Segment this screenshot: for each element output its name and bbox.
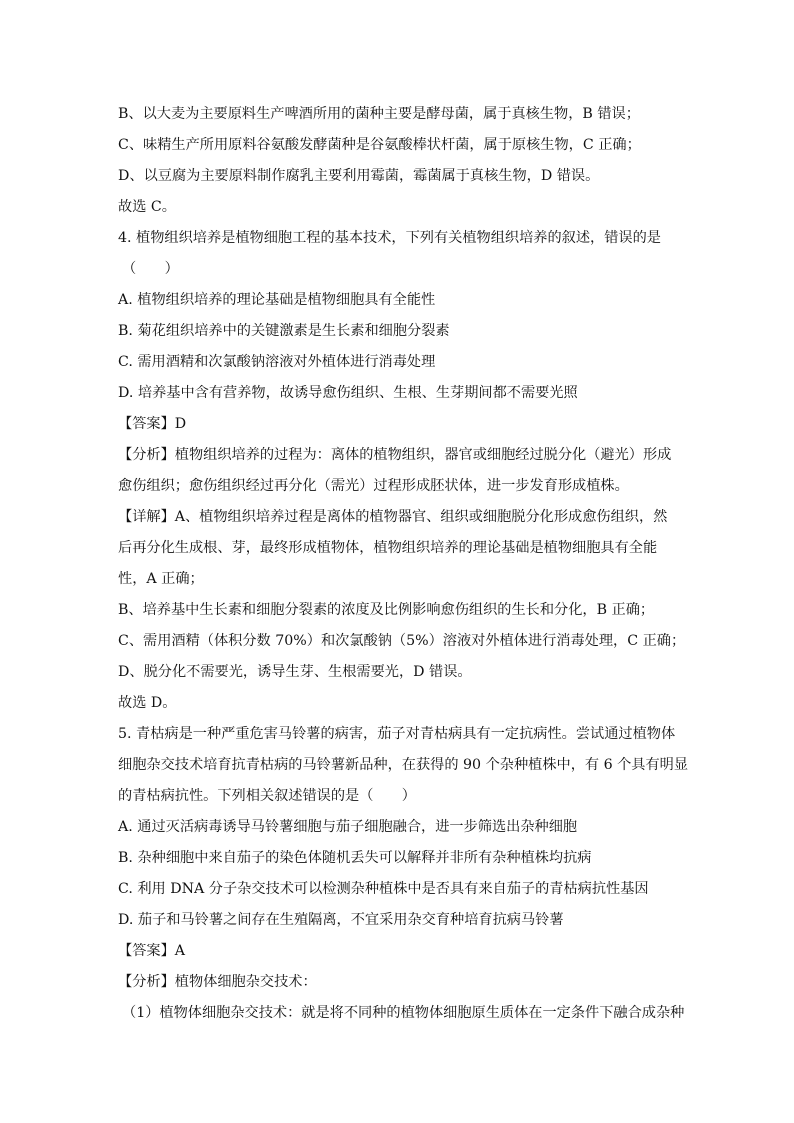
option-a: A. 植物组织培养的理论基础是植物细胞具有全能性 (118, 292, 436, 308)
analysis-text: 愈伤组织；愈伤组织经过再分化（需光）过程形成胚状体，进一步发育形成植株。 (118, 478, 629, 494)
analysis-text: （1）植物体细胞杂交技术：就是将不同种的植物体细胞原生质体在一定条件下融合成杂种 (122, 1005, 685, 1021)
analysis-text: 【分析】植物体细胞杂交技术： (118, 974, 317, 990)
analysis-text: 【分析】植物组织培养的过程为：离体的植物组织，器官或细胞经过脱分化（避光）形成 (118, 447, 672, 463)
option-c: C. 利用 DNA 分子杂交技术可以检测杂种植株中是否具有来自茄子的青枯病抗性基因 (118, 881, 649, 897)
question-5-stem: 5. 青枯病是一种严重危害马铃薯的病害，茄子对青枯病具有一定抗病性。尝试通过植物体 (118, 726, 676, 742)
text-line: B、以大麦为主要原料生产啤酒所用的菌种主要是酵母菌，属于真核生物，B 错误； (118, 106, 640, 122)
answer-label: 【答案】D (118, 416, 187, 432)
question-5-stem: 细胞杂交技术培育抗青枯病的马铃薯新品种，在获得的 90 个杂种植株中，有 6 个具有明显 (118, 757, 689, 773)
text-line: D、以豆腐为主要原料制作腐乳主要利用霉菌，霉菌属于真核生物，D 错误。 (118, 168, 600, 184)
option-d: D. 茄子和马铃薯之间存在生殖隔离，不宜采用杂交育种培育抗病马铃薯 (118, 912, 564, 928)
question-4-stem: 4. 植物组织培养是植物细胞工程的基本技术，下列有关植物组织培养的叙述，错误的是 (118, 230, 661, 246)
option-b: B. 菊花组织培养中的关键激素是生长素和细胞分裂素 (118, 323, 450, 339)
option-b: B. 杂种细胞中来自茄子的染色体随机丢失可以解释并非所有杂种植株均抗病 (118, 850, 592, 866)
detail-text: B、培养基中生长素和细胞分裂素的浓度及比例影响愈伤组织的生长和分化，B 正确； (118, 602, 655, 618)
question-5-stem: 的青枯病抗性。下列相关叙述错误的是（ ） (118, 788, 416, 804)
text-line: C、味精生产所用原料谷氨酸发酵菌种是谷氨酸棒状杆菌，属于原核生物，C 正确； (118, 137, 641, 153)
question-4-blank: （ ） (122, 261, 179, 277)
option-c: C. 需用酒精和次氯酸钠溶液对外植体进行消毒处理 (118, 354, 436, 370)
detail-text: D、脱分化不需要光，诱导生芽、生根需要光，D 错误。 (118, 664, 472, 680)
detail-text: 性，A 正确； (118, 571, 204, 587)
answer-label: 【答案】A (118, 943, 185, 959)
option-d: D. 培养基中含有营养物，故诱导愈伤组织、生根、生芽期间都不需要光照 (118, 385, 578, 401)
text-line: 故选 C。 (118, 199, 176, 215)
detail-text: 【详解】A、植物组织培养过程是离体的植物器官、组织或细胞脱分化形成愈伤组织，然 (118, 509, 668, 525)
detail-text: C、需用酒精（体积分数 70%）和次氯酸钠（5%）溶液对外植体进行消毒处理，C 正确； (118, 633, 686, 649)
choice-line: 故选 D。 (118, 695, 177, 711)
option-a: A. 通过灭活病毒诱导马铃薯细胞与茄子细胞融合，进一步筛选出杂种细胞 (118, 819, 578, 835)
detail-text: 后再分化生成根、芽，最终形成植物体，植物组织培养的理论基础是植物细胞具有全能 (118, 540, 658, 556)
